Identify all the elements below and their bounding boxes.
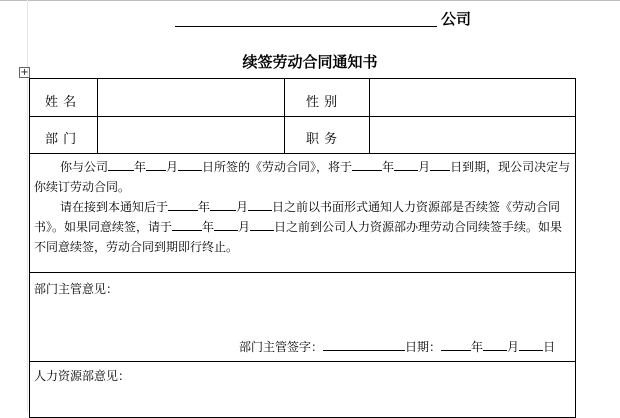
- notice-text: 月: [166, 160, 179, 174]
- blank-field[interactable]: [430, 157, 450, 171]
- notice-text: 月: [418, 160, 431, 174]
- notice-text: 日之前以书面形式通知人力资源部是否续签《劳动合同书》。如果同意续签，请于: [34, 200, 561, 234]
- date-month-blank[interactable]: [483, 337, 507, 351]
- dept-signature-label: 部门主管签字：: [239, 340, 324, 354]
- notice-text: 月: [238, 220, 251, 234]
- department-field[interactable]: [99, 118, 282, 151]
- row-divider: [30, 272, 575, 273]
- dept-signature-row: [239, 337, 555, 355]
- company-name-blank[interactable]: [175, 26, 437, 27]
- date-label: 日期：: [405, 340, 442, 354]
- page-top-edge: [0, 0, 620, 1]
- blank-field[interactable]: [172, 217, 202, 231]
- gender-label: 性 别: [306, 95, 338, 110]
- col-divider: [369, 79, 370, 153]
- date-year-blank[interactable]: [441, 337, 471, 351]
- blank-field[interactable]: [352, 157, 382, 171]
- date-day-blank[interactable]: [519, 337, 543, 351]
- day-label: 日: [543, 340, 556, 354]
- company-suffix: 公司: [441, 10, 472, 28]
- position-label: 职 务: [306, 132, 338, 147]
- notice-text: 请在接到本通知后于: [60, 200, 169, 214]
- col-divider: [284, 79, 285, 153]
- notice-form-table: [29, 78, 576, 418]
- row-divider: [30, 116, 575, 117]
- notice-text: 日所签的《劳动合同》，将于: [202, 160, 353, 174]
- blank-field[interactable]: [146, 157, 166, 171]
- name-field[interactable]: [99, 81, 282, 114]
- month-label: 月: [507, 340, 520, 354]
- row-divider: [30, 361, 575, 362]
- notice-text: 年: [202, 220, 215, 234]
- signature-blank[interactable]: [323, 337, 405, 351]
- hr-opinion-label: 人力资源部意见：: [34, 369, 131, 383]
- notice-text: 年: [382, 160, 395, 174]
- notice-text: 你与公司: [60, 160, 109, 174]
- blank-field[interactable]: [210, 197, 236, 211]
- notice-paragraph-2: [34, 197, 572, 257]
- name-label: 姓 名: [45, 95, 77, 110]
- department-label: 部 门: [45, 132, 77, 147]
- blank-field[interactable]: [108, 157, 134, 171]
- gender-field[interactable]: [371, 81, 573, 114]
- blank-field[interactable]: [178, 157, 202, 171]
- blank-field[interactable]: [248, 197, 272, 211]
- notice-text: 日到期，现公司决定与你续订劳动合同。: [34, 160, 571, 194]
- notice-paragraph-1: [34, 157, 572, 197]
- document-title: 续签劳动合同通知书: [242, 53, 378, 71]
- notice-text: 日之前到公司人力资源部办理劳动合同续签手续。如果不同意续签，劳动合同到期即行终止。: [34, 220, 563, 254]
- year-label: 年: [471, 340, 484, 354]
- row-divider: [30, 153, 575, 154]
- blank-field[interactable]: [168, 197, 198, 211]
- dept-opinion-label: 部门主管意见：: [34, 282, 119, 296]
- position-field[interactable]: [371, 118, 573, 151]
- notice-body: [34, 157, 572, 257]
- blank-field[interactable]: [214, 217, 238, 231]
- notice-text: 月: [236, 200, 249, 214]
- notice-text: 年: [198, 200, 211, 214]
- table-move-handle-icon[interactable]: +: [20, 67, 29, 78]
- notice-text: 年: [134, 160, 147, 174]
- blank-field[interactable]: [250, 217, 274, 231]
- col-divider: [97, 79, 98, 153]
- blank-field[interactable]: [394, 157, 418, 171]
